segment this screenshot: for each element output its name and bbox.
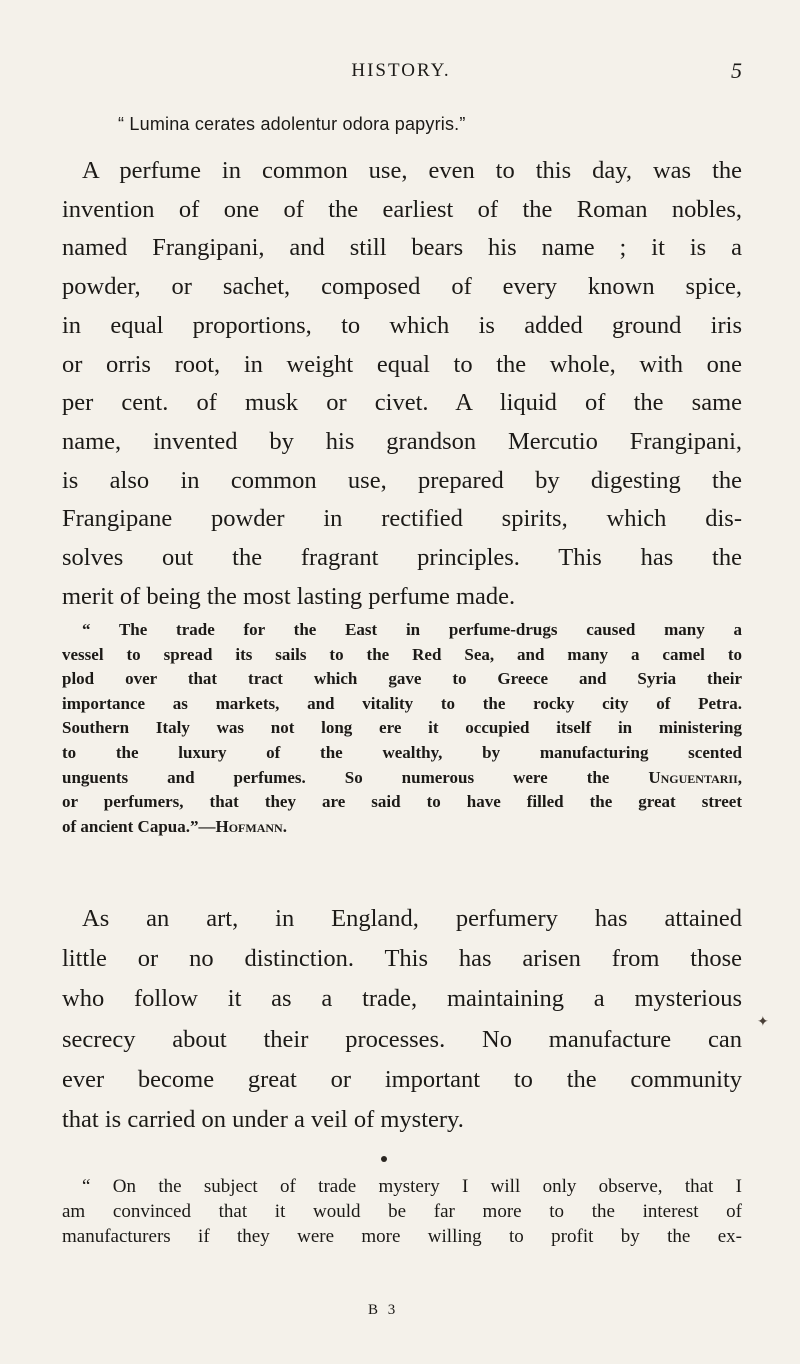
running-head	[60, 60, 742, 90]
text-line: solves out the fragrant principles. This has the	[62, 544, 742, 572]
quote-line: “ The trade for the East in perfume-drugs caused many a	[82, 620, 742, 639]
text-line: As an art, in England, perfumery has attained	[82, 905, 742, 932]
text-line: secrecy about their processes. No manufacture can	[62, 1025, 742, 1053]
text-line: powder, or sachet, composed of every known spice,	[62, 273, 742, 301]
quote-line: to the luxury of the wealthy, by manufacturing scented	[62, 742, 742, 762]
text-line: Frangipane powder in rectified spirits, which dis-	[62, 505, 742, 533]
text-line: per cent. of musk or civet. A liquid of the same	[62, 389, 742, 417]
ink-speck	[381, 1156, 387, 1162]
text-line: little or no distinction. This has arisen from those	[62, 945, 742, 973]
quote-line: Southern Italy was not long ere it occupied itself in ministering	[62, 718, 742, 738]
text-line: invention of one of the earliest of the Roman nobles,	[62, 195, 742, 223]
text-line: named Frangipani, and still bears his name ; it is a	[62, 234, 742, 262]
quote-line: importance as markets, and vitality to the rocky city of Petra.	[62, 693, 742, 713]
running-title: HISTORY.	[351, 60, 451, 81]
trade-mystery-note	[62, 1174, 742, 1249]
note-line: am convinced that it would be far more to the interest of	[62, 1201, 742, 1222]
text-line: ever become great or important to the community	[62, 1065, 742, 1093]
ink-mark-icon: ✦	[757, 1014, 769, 1030]
epigraph: “ Lumina cerates adolentur odora papyris.”	[118, 114, 466, 134]
quote-attribution-line: of ancient Capua.”—Hofmann.	[62, 816, 287, 836]
text-line: is also in common use, prepared by digesting the	[62, 466, 742, 494]
note-line: “ On the subject of trade mystery I will only observe, that I	[82, 1176, 742, 1197]
signature-mark: B 3	[368, 1302, 399, 1318]
quote-line: or perfumers, that they are said to have filled the great street	[62, 792, 742, 812]
quote-line: plod over that tract which gave to Greece and Syria their	[62, 669, 742, 689]
paragraph-perfume-history	[62, 152, 742, 616]
text-line: name, invented by his grandson Mercutio Frangipani,	[62, 427, 742, 455]
text-line: in equal proportions, to which is added ground iris	[62, 311, 742, 339]
text-line: or orris root, in weight equal to the whole, with one	[62, 350, 742, 378]
text-line: who follow it as a trade, maintaining a mysterious	[62, 985, 742, 1013]
quotation-block	[62, 618, 742, 839]
text-line: A perfume in common use, even to this day, was the	[82, 157, 742, 184]
page-number: 5	[731, 58, 742, 83]
note-line: manufacturers if they were more willing to profit by the ex-	[62, 1226, 742, 1247]
quote-line: unguents and perfumes. So numerous were the Unguentarii,	[62, 767, 742, 787]
paragraph-perfumery-england	[62, 899, 742, 1140]
text-line: merit of being the most lasting perfume made.	[62, 582, 516, 610]
text-line: that is carried on under a veil of mystery.	[62, 1106, 464, 1134]
quote-line: vessel to spread its sails to the Red Sea, and many a camel to	[62, 644, 742, 664]
